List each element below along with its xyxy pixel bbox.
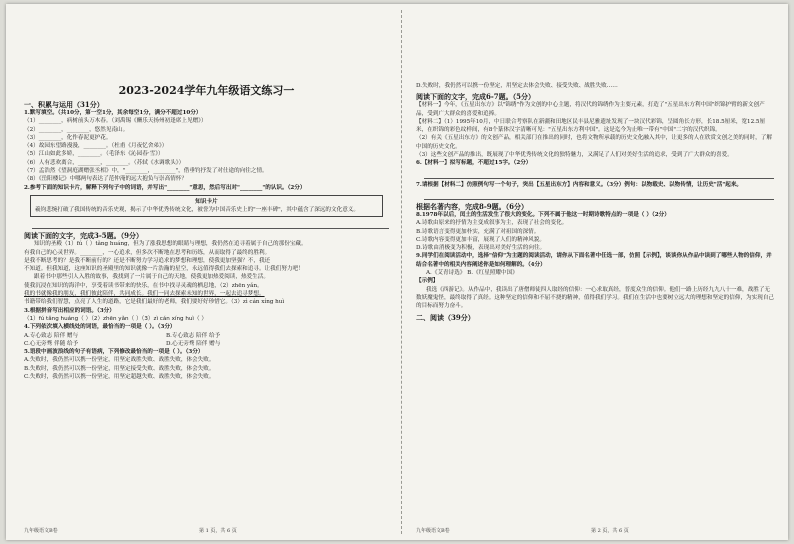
- q4-options-row-2: [24, 340, 389, 348]
- question-3: 3.根据拼音写出相应的词语。（3分）: [24, 307, 115, 314]
- q4-options-row-1: [24, 332, 389, 340]
- footer-page-number: 第 1 页，共 6 页: [199, 528, 237, 534]
- q5-option-a[interactable]: A.失败时，我仍然可以携一份坚定，用坚定战胜失败、战胜失败，体会失败。: [24, 357, 215, 364]
- question-4: 4.下列依次填入横线处的词语，最恰当的一项是（ ）。（3分）: [24, 324, 176, 331]
- page-title: 2023-2024学年九年级语文练习一: [118, 84, 295, 97]
- q5-option-c[interactable]: C.失败时，我仍然可以携一份坚定，用坚定超越失败、战胜失败，体会失败。: [24, 374, 215, 381]
- footer-page-number-2: 第 2 页，共 6 页: [591, 528, 629, 534]
- q1-line-6: （6）人有悲欢离合，________，________。（苏轼《水调歌头》）: [24, 159, 185, 166]
- q8-option-a[interactable]: A.诗歌由原来的抒情为主变成叙事为主，表现了社会的变化。: [416, 220, 568, 227]
- q4-option-b[interactable]: B.专心致志 陪伴 给予: [166, 332, 221, 339]
- q8-option-d[interactable]: D.诗歌由消极变为积极，表现出对美好生活的向往。: [416, 245, 546, 252]
- passage-line-6: 使我沉浸在知识的海洋中，享受着读书带来的快乐，在书中找寻灵魂的栖息地，（2）zhēn yǎn。: [24, 282, 263, 289]
- question-2: 2.参考下面的知识卡片，解释下列句子中的词语，并写出"________"意思，然后写出对"________"的认识。（2分）: [24, 184, 306, 191]
- q7-answer-line[interactable]: [424, 191, 774, 200]
- q5-option-d[interactable]: D.失败时，我仍然可以携一份坚定，用坚定去体会失败、接受失败、战胜失败……: [416, 83, 618, 89]
- exam-sheet: [6, 4, 788, 540]
- question-7: 7.请根据【材料二】仿照例句写一个句子，突出【五星出东方】内容和意义。（3分）例句：以物载史、以物传情，让历史"活"起来。: [416, 181, 743, 188]
- passage-line-2: 有我自己的心灵世界。________，一心追求，但多次不断地在思考和历练，从而取得了最终的胜利。: [24, 249, 271, 256]
- passage-line-5: 跟着书中那些引人入胜的故事，我找到了一片属于自己的天地，使我更加热爱阅读，热爱生活。: [34, 274, 269, 281]
- reading-heading-3: 根据名著内容，完成8-9题。（6分）: [416, 201, 529, 211]
- q1-line-8: （8）《岳阳楼记》中哪两句表达了范仲淹的远大抱负与崇高情怀？: [24, 176, 187, 183]
- left-page: [24, 4, 389, 540]
- example-label: 【示例】: [416, 278, 439, 285]
- q1-line-5: （5）江山如此多娇，________。（毛泽东《沁园春·雪》）: [24, 151, 164, 158]
- question-9: 9.同学们在阅读活动中，选择"信仰"为主题的阅读活动，请你从下面名著中任选一部，仿照【示例】，谈谈你从作品中读到了哪些人物的信仰，并结合名著中的相关内容阐述你是如何理解的。（4分）: [416, 253, 772, 268]
- answer-line[interactable]: [32, 220, 389, 229]
- q1-line-2: （2）________，________，悠然见南山。: [24, 126, 129, 133]
- knowledge-card: [30, 195, 383, 217]
- q1-line-4: （4）故园东望路漫漫，________。（杜甫《月夜忆舍弟》）: [24, 143, 168, 150]
- question-8: 8.1978年以后，闰土的生活发生了很大的变化。下列不属于他这一时期诗歌特点的一项是（ ）（2分）: [416, 211, 670, 218]
- reading-heading-2: 阅读下面的文字，完成6-7题。（5分）: [416, 92, 536, 102]
- question-1: 1.默写填空。（共10分，第一空1分，其余每空1分，满分不超过10分）: [24, 110, 202, 116]
- q1-line-1: （1）________，病树前头万木春。（刘禹锡《酬乐天扬州初逢席上见赠》）: [24, 118, 207, 125]
- q3-options: （1）fú tǎng huáng（ ）（2）zhēn yǎn（ ）（3）zì cán xíng huì（ ）: [24, 315, 207, 322]
- question-5: 5.语段中画波浪线的句子有语病，下列修改最恰当的一项是（ ）。（3分）: [24, 349, 204, 356]
- passage-line-3: 是我不断思考的？是我不断前行的？还是不断努力学习追求的梦想和理想，使我更加坚强？不，我还: [24, 257, 271, 264]
- section-heading-2: 二、阅读（39分）: [416, 312, 475, 322]
- q4-option-c[interactable]: C.心无旁骛 伴随 给予: [24, 340, 79, 347]
- q1-line-3: （3）________，化作春泥更护花。: [24, 134, 112, 141]
- footer-left-2: 九年级语文B卷: [416, 528, 450, 534]
- q4-option-a[interactable]: A.专心致志 陪伴 赠与: [24, 332, 79, 339]
- q4-option-d[interactable]: D.心无旁骛 陪伴 赠与: [166, 340, 221, 347]
- material-1: 【材料一】今年，《五星出东方》以"锦绣"作为文创的中心主题，将汉代的锦绣作为主要元素，打造了"五星出东方利中国"织锦护臂的新文创产品，受到广大群众的喜爱和追捧。: [416, 102, 765, 117]
- card-text: 羲钧悲惋打破了我国传统的音乐史观，揭示了中华优秀传统文化，被誉为中国音乐史上的"一座丰碑"，其中蕴含了深远的文化意义。: [35, 206, 359, 213]
- q6-answer-line[interactable]: [424, 170, 774, 179]
- q8-option-c[interactable]: C.诗歌内容变得更加丰富，展现了人们的精神风貌。: [416, 236, 545, 243]
- passage-line-1: 知识的圣殿（1）fú（ ）tǎng huáng，但为了涨我思想的眼睛与理想，我仍然在追寻着属于自己的那份宝藏。: [34, 241, 307, 248]
- passage-line-4: 不知道。但我知道，这座知识的圣殿里的知识就像一片浩瀚的星空，永远值得我们去探索和追寻。让我们努力吧！: [24, 266, 304, 273]
- q9-options: A.《艾青诗选》 B.《红星照耀中国》: [426, 270, 518, 277]
- passage-line-7: 我的书就像我的朋友，我们彼此陪伴，共同成长。我们一同去探索未知的世界，一起去追寻梦想。: [24, 291, 265, 298]
- passage-line-8: 书籍带给我们智慧，点亮了人生的道路，它是我们最好的老师，我们要好好珍惜它。（3）zì cán xíng huì: [24, 299, 285, 306]
- q5-option-b[interactable]: B.失败时，我仍然可以携一份坚定，用坚定接受失败、战胜失败，体会失败。: [24, 365, 215, 372]
- q8-option-b[interactable]: B.诗歌语言变得更加朴实，充满了对祖国的深情。: [416, 228, 540, 235]
- q1-line-7: （7）孟浩然《望洞庭湖赠张丞相》中，"________，________"，借垂钓抒发了对仕途的向往之情。: [24, 168, 268, 175]
- section-heading-1: 一、积累与运用（31分）: [24, 100, 104, 109]
- material-2-part-3: （3）这些文创产品的推出，既展现了中华优秀传统文化的独特魅力，又满足了人们对美好生活的追求，受到了广大群众的喜爱。: [416, 152, 733, 159]
- example-text: 我选《西游记》。从作品中，我读出了唐僧师徒四人取经的信仰：一心求取真经，普度众生的信仰。他们一路上历经九九八十一难，战胜了无数妖魔鬼怪，最终取得了真经。这种坚定的信仰和不屈不挠的精神，值得我们学习。我们在生活中也要树立远大的理想和坚定的信仰，为实现自己的目标而努力奋斗。: [416, 286, 774, 310]
- right-page: [416, 4, 774, 540]
- reading-heading: 阅读下面的文字，完成3-5题。（9分）: [24, 231, 144, 241]
- card-title: 知识卡片: [195, 198, 218, 205]
- page-divider: [401, 10, 402, 534]
- material-2: 【材料二】（1）1995年10月，中日联合考察队在新疆和田地区民丰县尼雅遗址发现了一块汉代彩锦，呈圆角长方形，长18.5厘米，宽12.5厘米，在织锦的彩色纹样间，有8个篆体汉字清晰可见："五星出东方利中国"。这是迄今为止唯一带有"中国"二字的汉代织锦。: [416, 118, 766, 134]
- question-6: 6.【材料一】拟写标题，不超过15字。（2分）: [416, 160, 532, 167]
- footer-left: 九年级语文B卷: [24, 528, 58, 534]
- material-2-part-2: （2）有关《五星出东方》的文创产品，相关部门在推出的同时，也将文物所承载的历史文化融入其中，让更多的人在欣赏文创之美的同时，了解中国的历史文化。: [416, 135, 772, 150]
